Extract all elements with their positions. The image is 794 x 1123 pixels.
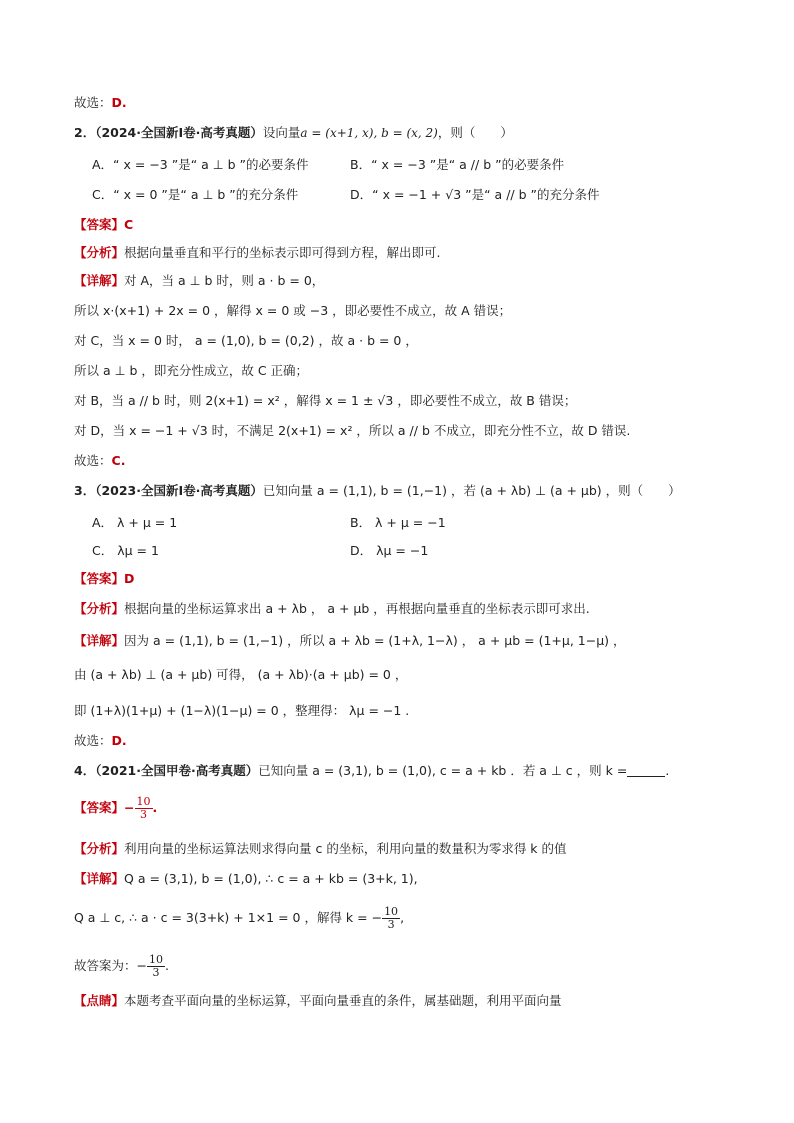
question-4-stem: [74, 762, 669, 780]
detail-text: 对 A，当 a ⊥ b 时，则 a · b = 0，: [124, 273, 325, 288]
option-c: C． λμ = 1: [92, 543, 159, 558]
answer-value: D: [124, 571, 135, 586]
detail-tag: 【详解】: [74, 273, 125, 288]
question-source: （2023·全国新Ⅰ卷·高考真题）: [95, 483, 263, 498]
detail-tag: 【详解】: [74, 871, 125, 886]
remark-line: [74, 992, 562, 1010]
select-label: 故选：: [74, 95, 112, 110]
remark-tag: 【点睛】: [74, 993, 125, 1008]
detail-line: 所以 a ⊥ b ，即充分性成立，故 C 正确；: [74, 363, 309, 378]
detail-end: ,: [400, 910, 405, 925]
conclusion-line: [74, 954, 169, 979]
answer-line: [74, 570, 134, 588]
detail-line: [74, 272, 324, 290]
question-source: （2021·全国甲卷·高考真题）: [95, 763, 259, 778]
question-2-stem: [74, 124, 513, 142]
prev-answer-line: [74, 94, 127, 112]
option-a: A．“ x = −3 ”是“ a ⊥ b ”的必要条件: [92, 157, 309, 172]
analysis-text: 根据向量垂直和平行的坐标表示即可得到方程，解出即可.: [124, 245, 441, 260]
conclusion-end: .: [164, 958, 169, 973]
detail-tag: 【详解】: [74, 633, 125, 648]
analysis-tag: 【分析】: [74, 245, 125, 260]
analysis-line: [74, 244, 441, 262]
answer-sign: −: [124, 800, 135, 815]
analysis-text: 根据向量的坐标运算求出 a + λb ， a + μb ，再根据向量垂直的坐标表示即可求出.: [124, 601, 590, 616]
question-number: 3．: [74, 483, 96, 498]
detail-text: 因为 a = (1,1), b = (1,−1) ，所以 a + λb = (1+λ, 1−λ) ， a + μb = (1+μ, 1−μ) ，: [124, 633, 626, 648]
analysis-line: [74, 600, 590, 618]
question-text: 已知向量 a = (3,1), b = (1,0), c = a + kb ．若 a ⊥ c ，则 k =: [258, 763, 628, 778]
detail-line: 即 (1+λ)(1+μ) + (1−λ)(1−μ) = 0 ，整理得： λμ = −1 .: [74, 703, 410, 718]
answer-tag: 【答案】: [74, 217, 125, 232]
select-label: 故选：: [74, 453, 112, 468]
detail-text: Q a ⊥ c, ∴ a · c = 3(3+k) + 1×1 = 0 ，解得 k = −: [74, 910, 383, 925]
question-3-stem: [74, 482, 681, 500]
fraction-denominator: 3: [140, 808, 147, 821]
question-number: 2．: [74, 125, 96, 140]
select-value: D.: [111, 95, 127, 110]
detail-line: 所以 x·(x+1) + 2x = 0 ，解得 x = 0 或 −3 ，即必要性不成立，故 A 错误；: [74, 303, 512, 318]
fraction-denominator: 3: [152, 966, 160, 979]
detail-line: [74, 870, 418, 888]
answer-value: C: [124, 217, 134, 232]
option-b: B．“ x = −3 ”是“ a // b ”的必要条件: [350, 157, 565, 172]
analysis-tag: 【分析】: [74, 601, 125, 616]
detail-line: 对 D，当 x = −1 + √3 时，不满足 2(x+1) = x² ，所以 a // b 不成立，即充分性不立，故 D 错误.: [74, 423, 631, 438]
answer-line: [74, 216, 133, 234]
analysis-text: 利用向量的坐标运算法则求得向量 c 的坐标，利用向量的数量积为零求得 k 的值: [124, 841, 567, 856]
option-c: C．“ x = 0 ”是“ a ⊥ b ”的充分条件: [92, 187, 299, 202]
analysis-tag: 【分析】: [74, 841, 125, 856]
detail-line: [74, 906, 404, 931]
conclusion-text: 故答案为：−: [74, 958, 147, 973]
question-number: 4．: [74, 763, 96, 778]
option-b: B． λ + μ = −1: [350, 515, 446, 530]
answer-fraction: [135, 796, 153, 821]
fraction-numerator: 10: [384, 905, 399, 918]
question-tail: .: [665, 763, 670, 778]
answer-blank: [627, 764, 665, 777]
select-line: [74, 452, 125, 470]
fraction-numerator: 10: [136, 795, 151, 808]
answer-end: .: [152, 800, 158, 815]
analysis-line: [74, 840, 567, 858]
remark-text: 本题考查平面向量的坐标运算，平面向量垂直的条件，属基础题，利用平面向量: [124, 993, 562, 1008]
question-math: a = (x+1, x), b = (x, 2): [300, 126, 438, 140]
select-value: C.: [111, 453, 126, 468]
answer-tag: 【答案】: [74, 800, 125, 815]
answer-line: [74, 796, 157, 821]
detail-text: Q a = (3,1), b = (1,0), ∴ c = a + kb = (3+k, 1),: [124, 871, 418, 886]
detail-line: [74, 632, 626, 650]
detail-line: 对 B，当 a // b 时，则 2(x+1) = x² ，解得 x = 1 ± √3 ，即必要性不成立，故 B 错误；: [74, 393, 577, 408]
option-d: D． λμ = −1: [350, 543, 429, 558]
fraction-denominator: 3: [387, 918, 395, 931]
conclusion-fraction: [147, 954, 165, 979]
detail-fraction: [382, 906, 400, 931]
question-text: 已知向量 a = (1,1), b = (1,−1) ，若 (a + λb) ⊥ (a + μb) ，则（ ）: [262, 483, 681, 498]
select-label: 故选：: [74, 733, 112, 748]
question-text: 设向量: [262, 125, 301, 140]
detail-line: 对 C，当 x = 0 时， a = (1,0), b = (0,2) ，故 a · b = 0 ，: [74, 333, 418, 348]
select-value: D.: [111, 733, 127, 748]
answer-tag: 【答案】: [74, 571, 125, 586]
detail-line: 由 (a + λb) ⊥ (a + μb) 可得， (a + λb)·(a + μb) = 0 ，: [74, 667, 408, 682]
question-tail: ，则（ ）: [437, 125, 513, 140]
option-a: A． λ + μ = 1: [92, 515, 178, 530]
fraction-numerator: 10: [148, 953, 163, 966]
question-source: （2024·全国新Ⅰ卷·高考真题）: [95, 125, 263, 140]
option-d: D．“ x = −1 + √3 ”是“ a // b ”的充分条件: [350, 187, 600, 202]
select-line: [74, 732, 127, 750]
